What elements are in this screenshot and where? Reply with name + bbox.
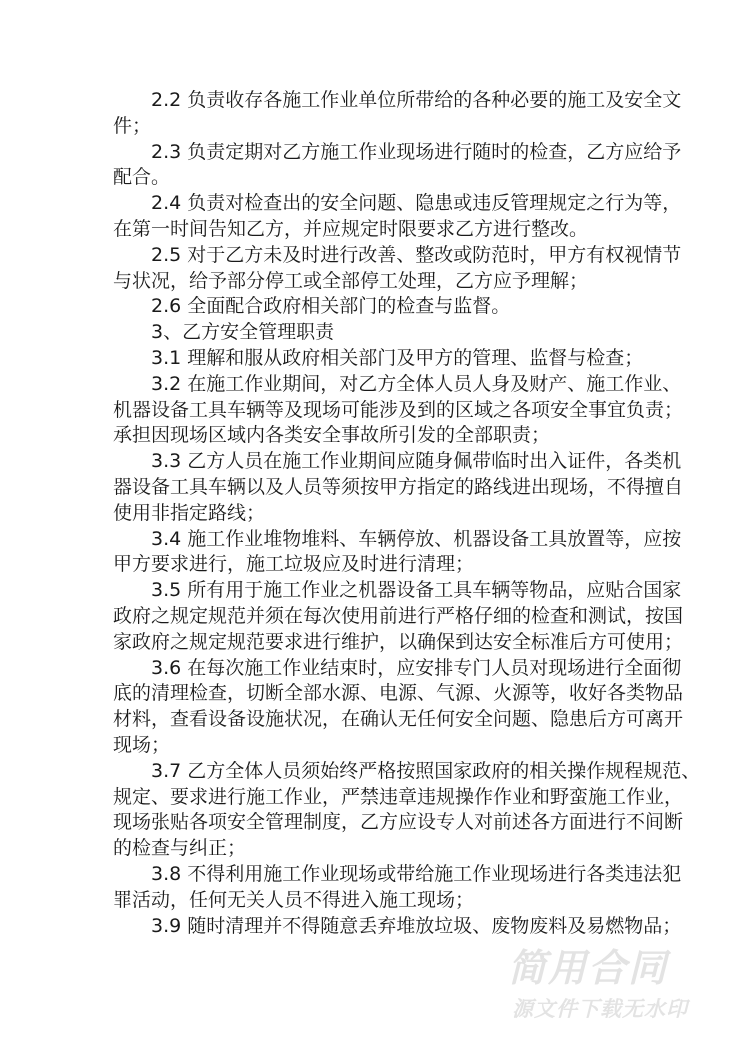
text-line: 规定、要求进行施工作业，严禁违章违规操作作业和野蛮施工作业， [113, 785, 684, 808]
text-line: 2.6 全面配合政府相关部门的检查与监督。 [151, 295, 511, 318]
text-line: 2.3 负责定期对乙方施工作业现场进行随时的检查，乙方应给予 [151, 140, 682, 163]
paragraph [113, 191, 682, 243]
text-line: 3.2 在施工作业期间，对乙方全体人员人身及财产、施工作业、 [151, 372, 682, 395]
text-line: 3.3 乙方人员在施工作业期间应随身佩带临时出入证件，各类机 [151, 450, 682, 473]
paragraph [113, 140, 682, 192]
text-line: 3.8 不得利用施工作业现场或带给施工作业现场进行各类违法犯 [151, 862, 682, 885]
watermark-title: 简用合同 [508, 946, 669, 990]
text-line: 使用非指定路线； [113, 501, 266, 524]
text-line: 罪活动，任何无关人员不得进入施工现场； [113, 888, 475, 911]
watermark-subtitle: 源文件下载无水印 [512, 997, 688, 1021]
paragraph [113, 862, 682, 914]
text-line: 3.6 在每次施工作业结束时，应安排专门人员对现场进行全面彻 [151, 656, 682, 679]
text-line: 承担因现场区域内各类安全事故所引发的全部职责； [113, 424, 551, 447]
text-line: 现场张贴各项安全管理制度，乙方应设专人对前述各方面进行不间断 [113, 811, 684, 834]
paragraph [113, 527, 682, 579]
paragraph [113, 243, 682, 295]
paragraph [113, 914, 682, 940]
paragraph [113, 346, 669, 372]
text-line: 3.5 所有用于施工作业之机器设备工具车辆等物品，应贴合国家 [151, 579, 682, 602]
paragraph [113, 759, 701, 862]
text-line: 2.5 对于乙方未及时进行改善、整改或防范时，甲方有权视情节 [151, 243, 682, 266]
paragraph [113, 294, 669, 320]
paragraph [113, 656, 684, 759]
text-line: 件； [113, 114, 152, 137]
paragraph [113, 320, 669, 346]
text-line: 2.2 负责收存各施工作业单位所带给的各种必要的施工及安全文 [151, 89, 682, 111]
document-body [113, 88, 701, 939]
text-line: 机器设备工具车辆等及现场可能涉及到的区域之各项安全事宜负责； [113, 398, 684, 421]
text-line: 在第一时间告知乙方，并应规定时限要求乙方进行整改。 [113, 217, 589, 240]
text-line: 3.4 施工作业堆物堆料、车辆停放、机器设备工具放置等，应按 [151, 527, 682, 550]
text-line: 与状况，给予部分停工或全部停工处理，乙方应予理解； [113, 269, 589, 292]
text-line: 2.4 负责对检查出的安全问题、隐患或违反管理规定之行为等， [151, 192, 682, 215]
paragraph [113, 88, 682, 140]
text-line: 3、乙方安全管理职责 [151, 321, 335, 344]
paragraph [113, 449, 684, 526]
paragraph [113, 578, 684, 655]
text-line: 3.7 乙方全体人员须始终严格按照国家政府的相关操作规程规范、 [151, 759, 701, 782]
text-line: 政府之规定规范并须在每次使用前进行严格仔细的检查和测试，按国 [113, 604, 684, 627]
text-line: 甲方要求进行，施工垃圾应及时进行清理； [113, 553, 475, 576]
text-line: 家政府之规定规范要求进行维护，以确保到达安全标准后方可使用； [113, 630, 684, 653]
text-line: 配合。 [113, 166, 171, 189]
text-line: 的检查与纠正； [113, 837, 247, 860]
text-line: 器设备工具车辆以及人员等须按甲方指定的路线进出现场，不得擅自 [113, 475, 684, 498]
text-line: 材料，查看设备设施状况，在确认无任何安全问题、隐患后方可离开 [113, 708, 684, 731]
text-line: 底的清理检查，切断全部水源、电源、气源、火源等，收好各类物品 [113, 682, 684, 705]
text-line: 3.9 随时清理并不得随意丢弃堆放垃圾、废物废料及易燃物品； [151, 914, 682, 937]
paragraph [113, 372, 684, 449]
text-line: 3.1 理解和服从政府相关部门及甲方的管理、监督与检查； [151, 346, 644, 369]
text-line: 现场； [113, 733, 171, 756]
